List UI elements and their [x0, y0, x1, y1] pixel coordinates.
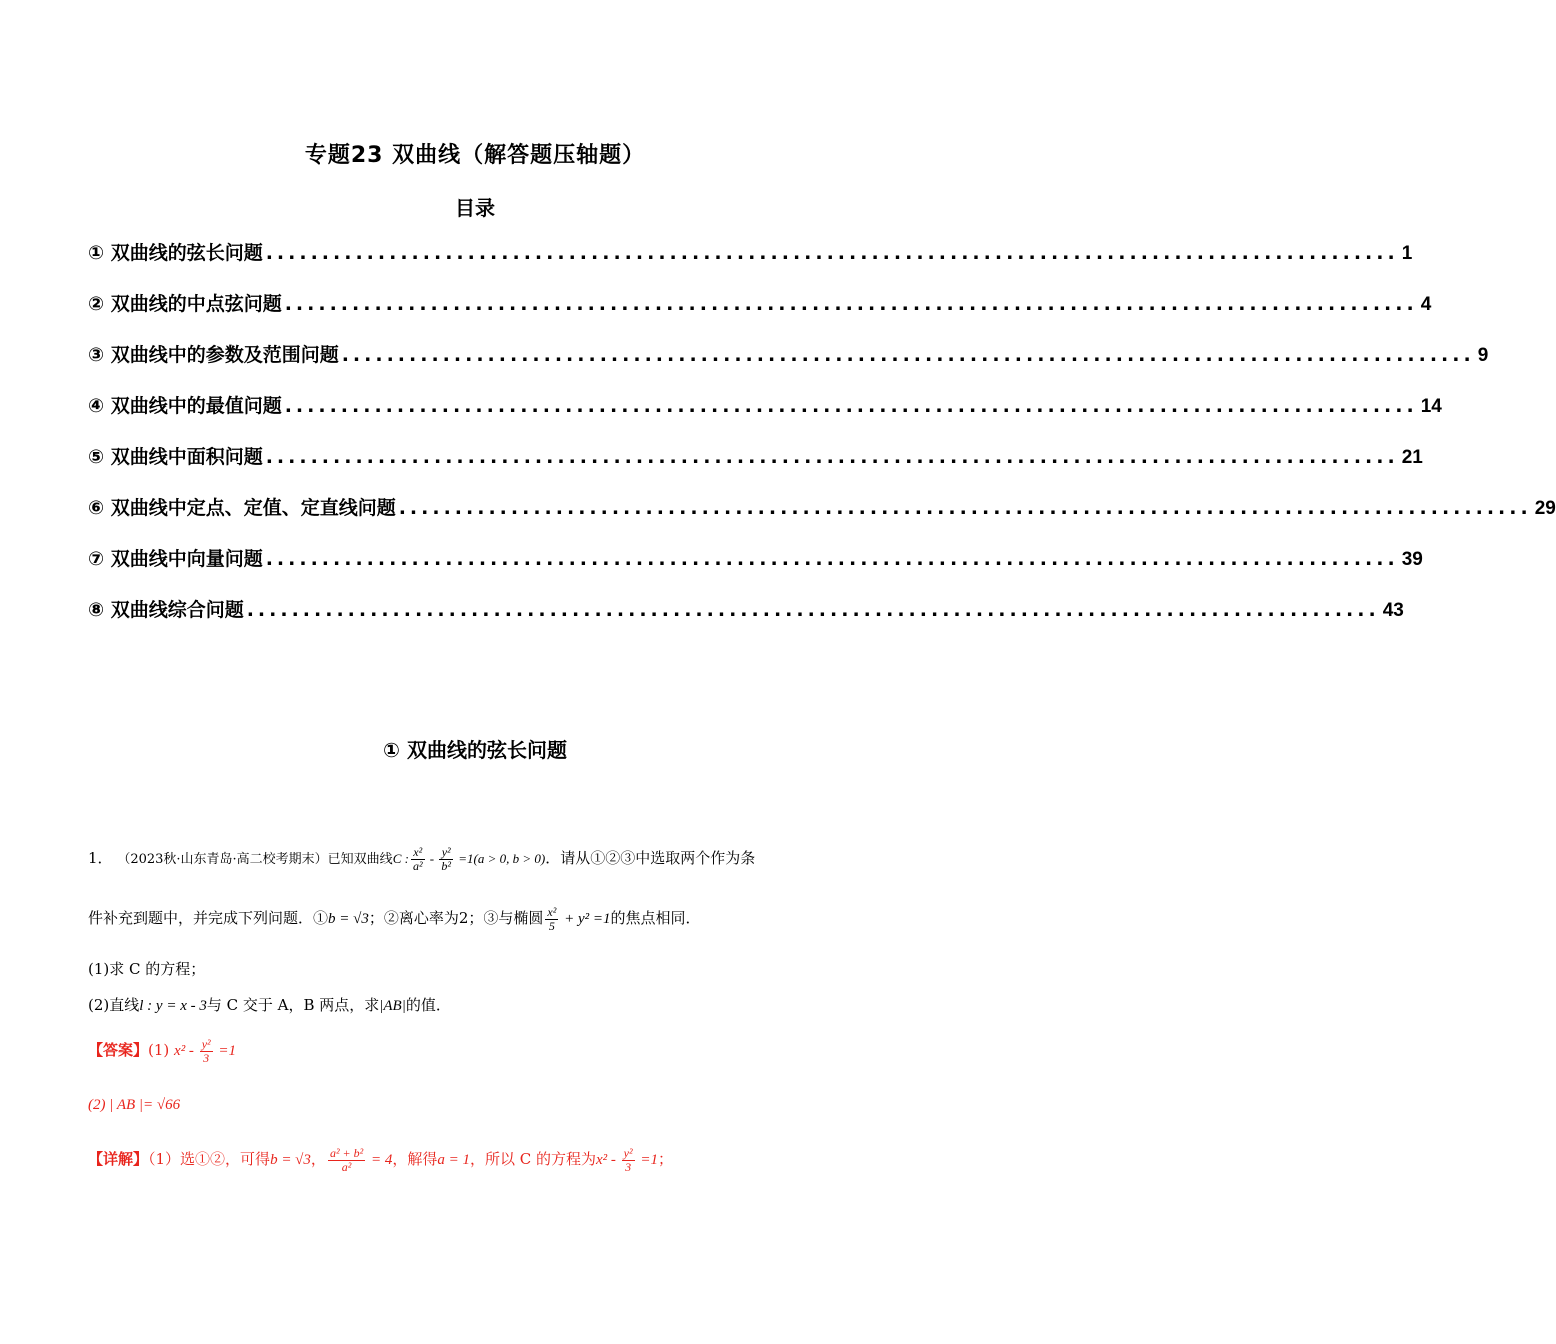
answer-fraction: $\frac{\text{y²}}{3}$ [201, 1037, 211, 1065]
toc-item-page: 1 [1401, 243, 1413, 264]
problem-source: （2023秋·山东青岛·高二校考期末）已知双曲线 [117, 852, 393, 868]
question-2: (2)直线l : y = x - 3与 C 交于 A，B 两点，求|AB|的值． [88, 996, 451, 1014]
problem-line-1: 1． （2023秋·山东青岛·高二校考期末）已知双曲线C : $\frac{\text{x²}}{\text{a²}}$ - $\frac{\text{y²}}{\text{b²}}$ =1(a > 0, b > 0)．请从①②③中选取两个作为条 [88, 845, 756, 873]
condition-b: b = √3 [328, 911, 369, 928]
toc-item-label: ⑤ 双曲线中面积问题 [88, 446, 263, 468]
toc-leader-dots: ..................................................................................................... [341, 344, 1475, 366]
toc-item[interactable] [88, 340, 1489, 391]
toc-item-page: 9 [1477, 345, 1489, 366]
toc-item[interactable] [88, 238, 1413, 289]
toc-item[interactable] [88, 544, 1423, 595]
hyperbola-condition: =1(a > 0, b > 0) [455, 851, 546, 867]
toc-leader-dots: ..................................................................................................... [284, 293, 1418, 315]
solution-fraction-2: $\frac{\text{y²}}{3}$ [623, 1146, 633, 1174]
toc-item-label: ⑥ 双曲线中定点、定值、定直线问题 [88, 497, 396, 519]
toc-leader-dots: ..................................................................................................... [265, 242, 1399, 264]
answer-tag: 【答案】 [88, 1041, 149, 1060]
toc-item[interactable] [88, 289, 1432, 340]
toc-item-label: ① 双曲线的弦长问题 [88, 242, 263, 264]
toc-leader-dots: ..................................................................................................... [265, 548, 1399, 570]
curve-name: C : [392, 851, 409, 867]
toc-item[interactable] [88, 442, 1423, 493]
toc-leader-dots: ..................................................................................................... [246, 599, 1380, 621]
toc-item-label: ⑧ 双曲线综合问题 [88, 599, 244, 621]
answer-part-2: (2) | AB |= √66 [88, 1097, 181, 1113]
document-title: 专题23 双曲线（解答题压轴题） [304, 143, 646, 168]
toc-leader-dots: ..................................................................................................... [265, 446, 1399, 468]
toc-item-page: 21 [1401, 447, 1423, 468]
question-1: (1)求 C 的方程； [88, 960, 206, 978]
toc-item-page: 29 [1534, 498, 1556, 519]
solution-tag: 【详解】 [88, 1150, 149, 1169]
problem-line-1-tail: ．请从①②③中选取两个作为条 [545, 849, 756, 868]
toc-item[interactable] [88, 391, 1442, 442]
toc-item-label: ⑦ 双曲线中向量问题 [88, 548, 263, 570]
problem-number: 1． [88, 849, 113, 868]
fraction-ellipse: $\frac{\text{x²}}{5}$ [547, 905, 557, 933]
table-of-contents [88, 238, 1556, 646]
fraction-x2-a2: $\frac{\text{x²}}{\text{a²}}$ [412, 845, 423, 873]
toc-item-page: 14 [1420, 396, 1442, 417]
toc-item-label: ④ 双曲线中的最值问题 [88, 395, 282, 417]
toc-leader-dots: ..................................................................................................... [284, 395, 1418, 417]
toc-item-page: 43 [1382, 600, 1404, 621]
section-title: ① 双曲线的弦长问题 [383, 738, 567, 762]
toc-item-page: 39 [1401, 549, 1423, 570]
solution-line: 【详解】（1）选①②，可得b = √3， $\frac{\text{a² + b²}}{\text{a²}}$ = 4，解得a = 1，所以 C 的方程为x² - $\frac{\text{y²}}{3}$ =1； [88, 1146, 673, 1174]
toc-item[interactable] [88, 493, 1556, 544]
answer-part-1: 【答案】(1) x² - $\frac{\text{y²}}{3}$ =1 [88, 1037, 236, 1065]
toc-heading: 目录 [455, 196, 495, 220]
toc-leader-dots: ..................................................................................................... [398, 497, 1532, 519]
toc-item[interactable] [88, 595, 1404, 646]
problem-line-2: 件补充到题中，并完成下列问题．①b = √3；②离心率为2；③与椭圆 $\frac{\text{x²}}{5}$ + y² =1的焦点相同． [88, 905, 701, 933]
fraction-y2-b2: $\frac{\text{y²}}{\text{b²}}$ [441, 845, 451, 873]
solution-fraction-1: $\frac{\text{a² + b²}}{\text{a²}}$ [329, 1146, 364, 1174]
toc-item-label: ③ 双曲线中的参数及范围问题 [88, 344, 339, 366]
toc-item-page: 4 [1420, 294, 1432, 315]
toc-item-label: ② 双曲线的中点弦问题 [88, 293, 282, 315]
